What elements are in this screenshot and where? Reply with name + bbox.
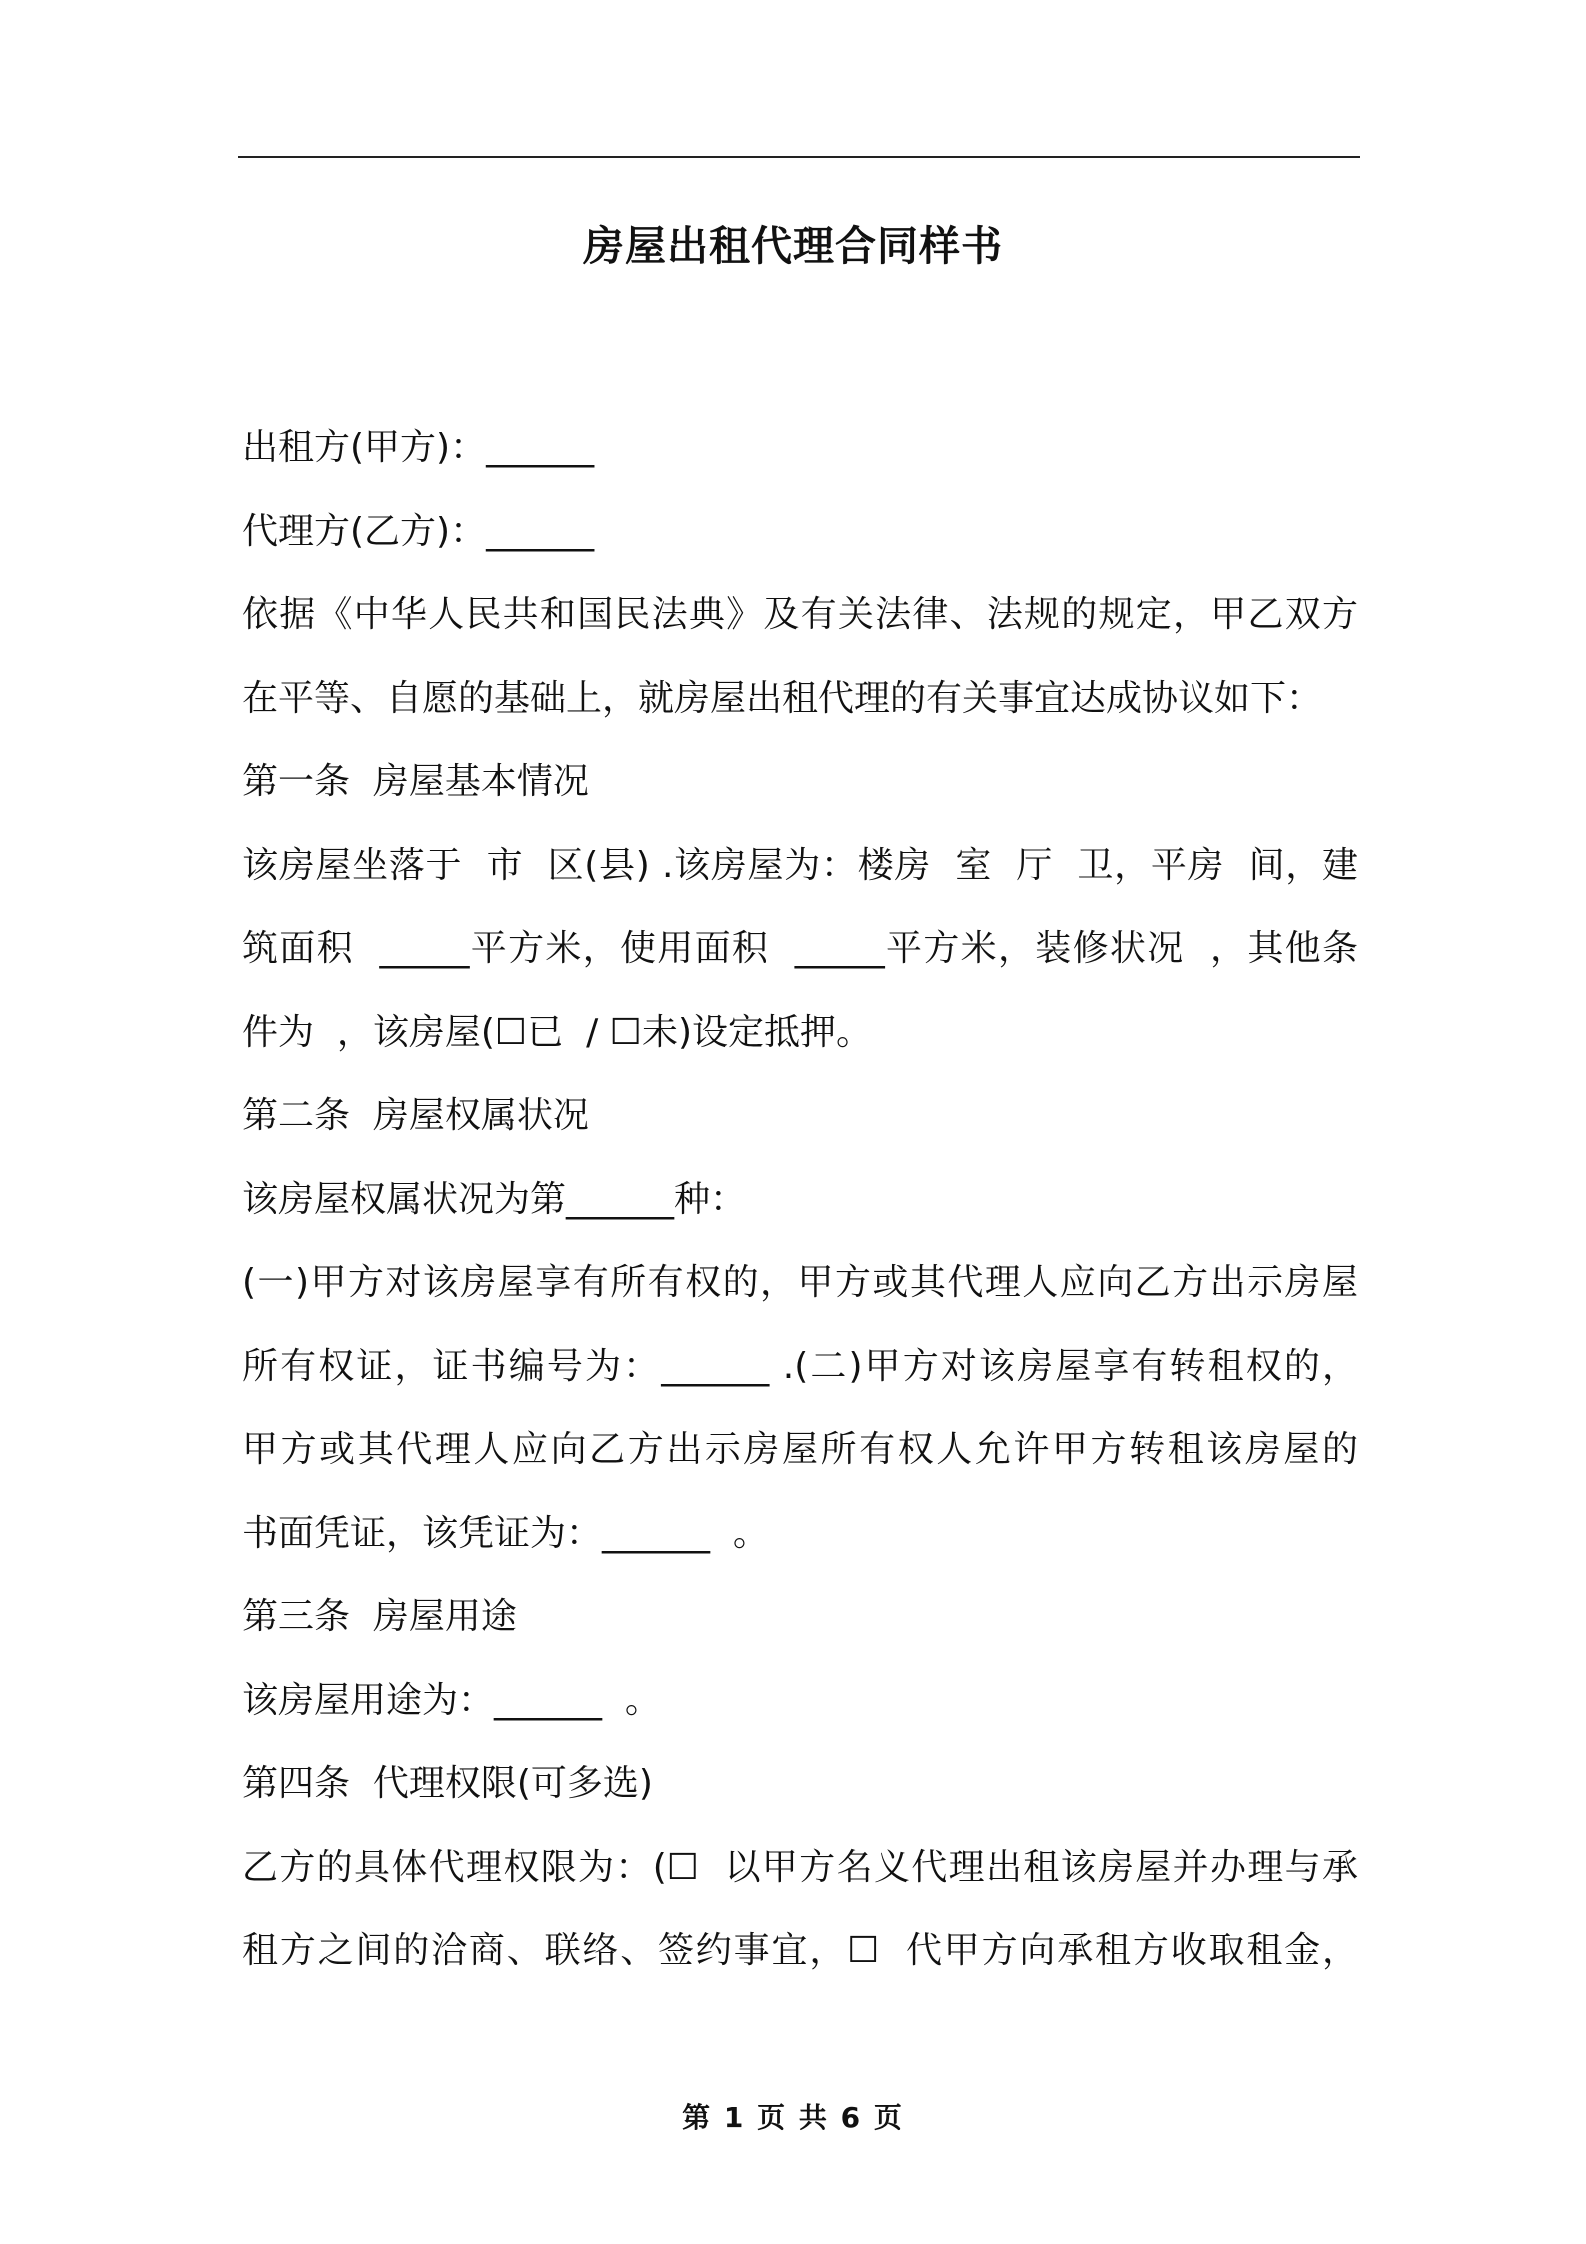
header-rule: [238, 156, 1360, 158]
preamble-line: 依据《中华人民共和国民法典》及有关法律、法规的规定，甲乙双方: [242, 594, 1358, 635]
article-1-line: 件为 ，该房屋(☐已 / ☐未)设定抵押。: [242, 1011, 872, 1053]
document-body: [242, 406, 1358, 1993]
article-3-line: 该房屋用途为：______ 。: [242, 1679, 661, 1721]
article-2-line: 甲方或其代理人应向乙方出示房屋所有权人允许甲方转租该房屋的: [242, 1429, 1358, 1470]
preamble-line: 在平等、自愿的基础上，就房屋出租代理的有关事宜达成协议如下：: [242, 677, 1323, 719]
article-4-line: 租方之间的洽商、联络、签约事宜，☐ 代甲方向承租方收取租金，: [242, 1930, 1358, 1971]
document-title: 房屋出租代理合同样书: [583, 222, 1003, 270]
article-1-line: 筑面积 _____平方米，使用面积 _____平方米，装修状况 ，其他条: [242, 928, 1358, 969]
lessor-line: 出租方(甲方)：______: [242, 427, 595, 468]
article-2-line: (一)甲方对该房屋享有所有权的，甲方或其代理人应向乙方出示房屋: [242, 1262, 1358, 1303]
agent-line: 代理方(乙方)：______: [242, 510, 595, 552]
article-2-line: 书面凭证，该凭证为：______ 。: [242, 1512, 769, 1554]
article-2-line: 所有权证，证书编号为：______ .(二)甲方对该房屋享有转租权的，: [242, 1345, 1358, 1387]
article-3-heading: 第三条 房屋用途: [242, 1596, 517, 1637]
page-number: 第 1 页 共 6 页: [682, 2101, 904, 2134]
article-2-line: 该房屋权属状况为第______种：: [242, 1178, 747, 1220]
article-1-line: 该房屋坐落于 市 区(县) .该房屋为：楼房 室 厅 卫，平房 间，建: [242, 844, 1358, 886]
article-2-heading: 第二条 房屋权属状况: [242, 1095, 589, 1136]
article-1-heading: 第一条 房屋基本情况: [242, 761, 589, 802]
article-4-line: 乙方的具体代理权限为：(☐ 以甲方名义代理出租该房屋并办理与承: [242, 1846, 1358, 1888]
article-4-heading: 第四条 代理权限(可多选): [242, 1763, 653, 1804]
